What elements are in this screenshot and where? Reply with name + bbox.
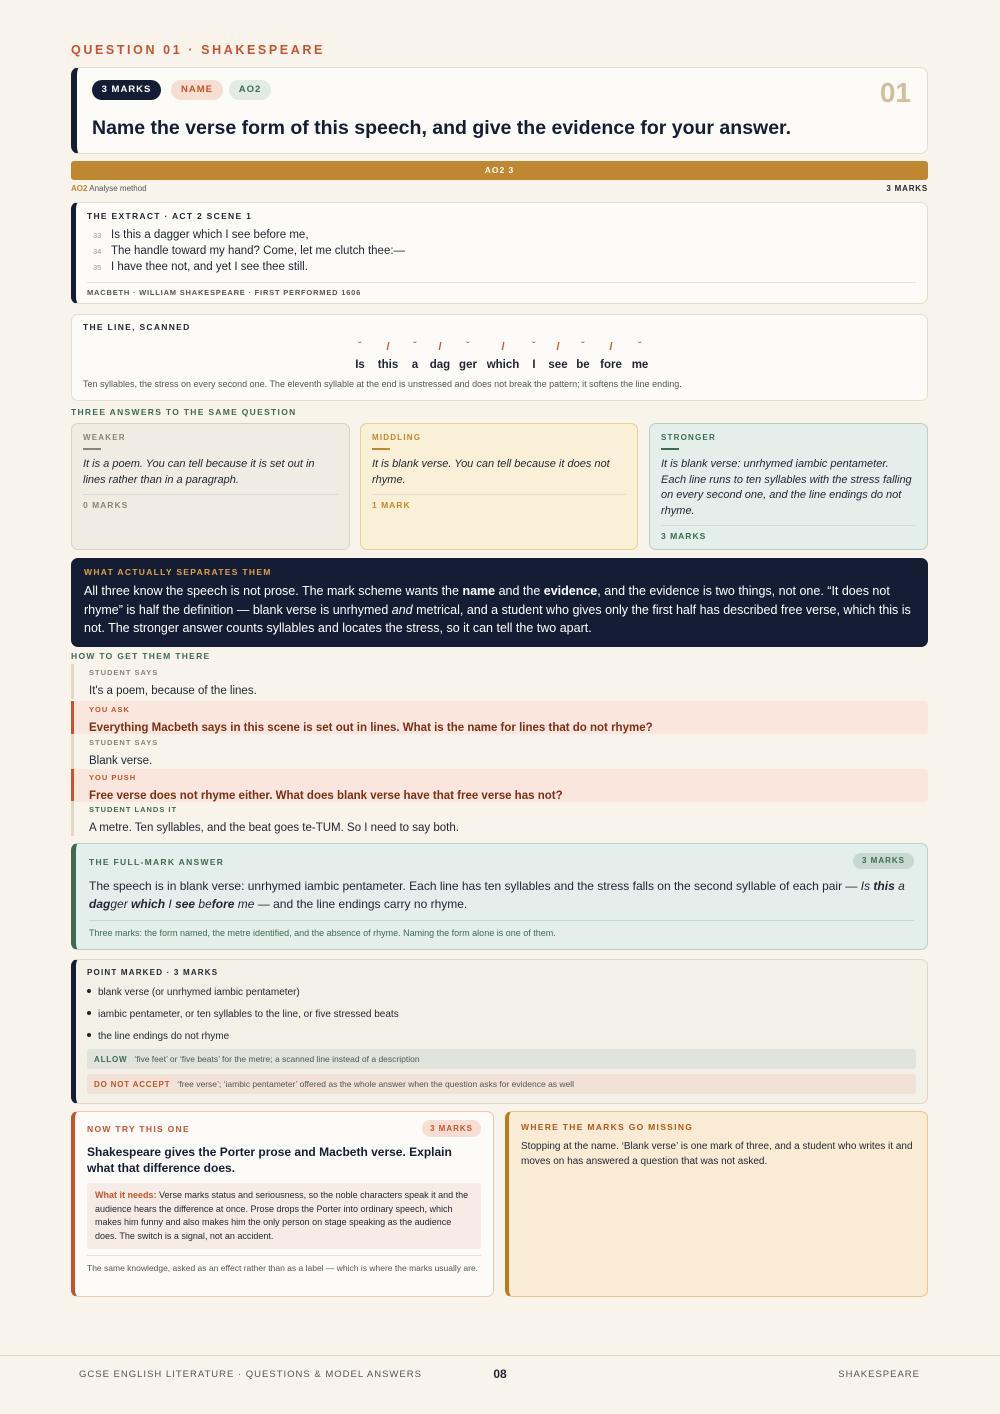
text-run: and the: [495, 584, 544, 598]
speaker: YOU PUSH: [89, 773, 137, 782]
answers-heading: THREE ANSWERS TO THE SAME QUESTION: [71, 407, 297, 417]
marks-pill: 3 MARKS: [92, 80, 161, 100]
dialogue-heading: HOW TO GET THEM THERE: [71, 651, 211, 661]
points-marked: [71, 959, 928, 1104]
line-text: The handle toward my hand? Come, let me clutch thee:—: [111, 245, 406, 257]
unstressed-syllable: ger: [110, 897, 132, 911]
needs-text: Verse marks status and seriousness, so the noble characters speak it and the audience hears the difference at once. Prose drops the Porter into ordinary speech, which makes him funny and also makes him the only person on stage speaking as the audience does. The switch is a signal, not an accident.: [95, 1190, 469, 1241]
try-note: The same knowledge, asked as an effect rather than as a label — which is where the marks usually are.: [87, 1263, 479, 1273]
separates-body: [84, 582, 914, 638]
speaker: YOU ASK: [89, 705, 130, 714]
answer-marks: 0 MARKS: [83, 500, 129, 510]
text-run: , and the evidence is two things, not one. “It does not rhyme” is half the definition — blank verse is unrhymed: [84, 584, 890, 617]
emphasis: and: [391, 602, 413, 617]
utterance: Free verse does not rhyme either. What does blank verse have that free verse has not?: [89, 790, 563, 802]
stress-mark: ˘: [532, 341, 536, 352]
question-card: [71, 67, 928, 154]
answer-tag: MIDDLING: [372, 433, 422, 442]
scan-note: Ten syllables, the stress on every second one. The eleventh syllable at the end is unstressed and does not break the pattern; it softens the line ending.: [83, 379, 682, 389]
syllable-word: Is: [355, 359, 365, 371]
footer-right: SHAKESPEARE: [838, 1369, 920, 1380]
page-footer: [0, 1355, 1000, 1414]
full-mark-body: [89, 877, 914, 913]
speaker: STUDENT SAYS: [89, 738, 159, 747]
ao-code: AO2: [71, 184, 88, 193]
do-not-accept-label: DO NOT ACCEPT: [94, 1080, 171, 1089]
scan-label: THE LINE, SCANNED: [83, 322, 191, 332]
dialogue-step: [71, 701, 928, 734]
syllable: [428, 339, 452, 371]
extract-source: MACBETH · WILLIAM SHAKESPEARE · FIRST PERFORMED 1606: [87, 288, 362, 297]
separates-tag: WHAT ACTUALLY SEPARATES THEM: [84, 567, 272, 577]
utterance: Everything Macbeth says in this scene is set out in lines. What is the name for lines that do not rhyme?: [89, 722, 653, 734]
syllable-word: a: [411, 359, 419, 371]
syllable: [376, 339, 400, 371]
utterance: A metre. Ten syllables, and the beat goes te-TUM. So I need to say both.: [89, 822, 459, 834]
syllable-word: fore: [600, 359, 622, 371]
syllable-word: see: [548, 359, 568, 371]
syllable: [628, 339, 652, 371]
dialogue-step: [71, 734, 928, 769]
line-text: I have thee not, and yet I see thee still.: [111, 261, 308, 273]
dialogue-step: [71, 769, 928, 802]
extract-card: [71, 202, 928, 304]
answer-text: It is blank verse. You can tell because it does not rhyme.: [372, 458, 610, 486]
allow-label: ALLOW: [94, 1055, 128, 1064]
line-number: 35: [93, 263, 102, 272]
stressed-syllable: which: [131, 897, 166, 911]
text-run: All three know the speech is not prose. The mark scheme wants the: [84, 584, 463, 598]
footer-left: GCSE ENGLISH LITERATURE · QUESTIONS & MODEL ANSWERS: [79, 1369, 422, 1380]
question-text: Name the verse form of this speech, and give the evidence for your answer.: [92, 117, 791, 139]
try-question: Shakespeare gives the Porter prose and Macbeth verse. Explain what that difference does.: [87, 1145, 452, 1175]
syllable: [485, 339, 521, 371]
try-tag: NOW TRY THIS ONE: [87, 1124, 190, 1134]
unstressed-syllable: me: [234, 897, 255, 911]
speaker: STUDENT SAYS: [89, 668, 159, 677]
answer-marks: 3 MARKS: [661, 531, 707, 541]
stress-mark: ˘: [413, 341, 417, 352]
stress-mark: ˘: [466, 341, 470, 352]
divider: [372, 494, 626, 495]
stress-mark: /: [609, 341, 613, 353]
extract-line: [93, 261, 308, 273]
syllable: [527, 339, 541, 371]
scan-card: [71, 314, 928, 401]
line-text: Is this a dagger which I see before me,: [111, 229, 309, 241]
full-mark-answer: [71, 843, 928, 950]
unstressed-syllable: I: [165, 897, 176, 911]
answer-weaker: [71, 423, 350, 550]
syllable-word: I: [532, 359, 536, 371]
dialogue-step: [71, 801, 928, 836]
stress-mark: /: [438, 341, 442, 353]
extract-line: [93, 229, 309, 241]
syllable-word: be: [576, 359, 590, 371]
mark-point: the line endings do not rhyme: [87, 1031, 229, 1042]
stress-mark: ˘: [638, 341, 642, 352]
speaker: STUDENT LANDS IT: [89, 805, 178, 814]
unstressed-syllable: a: [894, 879, 905, 893]
utterance: Blank verse.: [89, 755, 153, 767]
unstressed-syllable: be: [195, 897, 212, 911]
line-number: 34: [93, 247, 102, 256]
ao-desc: Analyse method: [89, 184, 147, 193]
what-it-needs: [87, 1183, 481, 1249]
marks-badge: 3 MARKS: [853, 853, 914, 869]
separates-panel: [71, 558, 928, 647]
dialogue-step: [71, 664, 928, 699]
do-not-accept-row: [87, 1074, 916, 1094]
stress-mark: ˘: [358, 341, 362, 352]
divider: [87, 1255, 481, 1256]
syllable-word: ger: [459, 359, 477, 371]
stress-mark: /: [386, 341, 390, 353]
stress-mark: /: [501, 341, 505, 353]
marks-badge: 3 MARKS: [422, 1120, 481, 1137]
divider: [372, 448, 390, 450]
divider: [87, 282, 916, 283]
divider: [661, 448, 679, 450]
try-this-card: [71, 1111, 494, 1297]
stress-mark: /: [556, 341, 560, 353]
answer-stronger: [649, 423, 928, 550]
syllable: [352, 339, 368, 371]
syllable: [597, 339, 625, 371]
mark-point: iambic pentameter, or ten syllables to the line, or five stressed beats: [87, 1009, 399, 1020]
needs-label: What it needs:: [95, 1190, 157, 1200]
line-number: 33: [93, 231, 102, 240]
full-mark-tag: THE FULL-MARK ANSWER: [89, 857, 225, 867]
extract-label: THE EXTRACT · ACT 2 SCENE 1: [87, 211, 253, 221]
syllable-word: this: [377, 359, 399, 371]
syllable: [572, 339, 594, 371]
mark-point: blank verse (or unrhymed iambic pentameter): [87, 987, 300, 998]
text-run: — and the line endings carry no rhyme.: [254, 897, 468, 911]
stressed-syllable: this: [873, 879, 895, 893]
points-tag: POINT MARKED · 3 MARKS: [87, 968, 219, 977]
question-number: 01: [879, 77, 911, 108]
full-mark-note: Three marks: the form named, the metre identified, and the absence of rhyme. Naming the form alone is one of them.: [89, 928, 556, 938]
section-kicker: QUESTION 01 · SHAKESPEARE: [71, 43, 325, 57]
stressed-syllable: see: [175, 897, 196, 911]
divider: [89, 920, 914, 921]
allow-text: ‘five feet’ or ‘five beats’ for the metre; a scanned line instead of a description: [134, 1054, 420, 1064]
answer-middling: [360, 423, 638, 550]
missing-text: Stopping at the name. ‘Blank verse’ is one mark of three, and a student who writes it and moves on has answered a question that was not asked.: [521, 1141, 913, 1167]
ao-total: 3 MARKS: [886, 184, 928, 193]
ao-legend: [71, 184, 147, 193]
stress-mark: ˘: [581, 341, 585, 352]
divider: [661, 525, 916, 526]
answer-text: It is a poem. You can tell because it is set out in lines rather than in a paragraph.: [83, 458, 315, 486]
ao-bar: AO2 3: [71, 161, 928, 180]
syllable: [408, 339, 422, 371]
answer-marks: 1 MARK: [372, 500, 411, 510]
type-pill: NAME: [171, 80, 223, 100]
do-not-accept-text: ‘free verse’; ‘iambic pentameter’ offered as the whole answer when the question asks for evidence as well: [177, 1079, 575, 1089]
answer-tag: STRONGER: [661, 433, 716, 442]
syllable-word: me: [631, 359, 649, 371]
stressed-syllable: fore: [211, 897, 235, 911]
emphasis: evidence: [543, 584, 598, 598]
answer-tag: WEAKER: [83, 433, 126, 442]
extract-line: [93, 245, 405, 257]
syllable: [456, 339, 480, 371]
divider: [83, 494, 338, 495]
page-number: 08: [493, 1367, 507, 1381]
syllable: [546, 339, 570, 371]
text-run: metrical, and a student who gives only the first half has described free verse, which this is not. The stronger answer counts syllables and locates the stress, so it can tell the two apart.: [84, 602, 911, 635]
divider: [83, 448, 101, 450]
unstressed-syllable: Is: [860, 879, 874, 893]
text-run: The speech is in blank verse: unrhymed iambic pentameter. Each line has ten syllables and the stress falls on the second syllable of each pair —: [89, 879, 861, 893]
answer-text: It is blank verse: unrhymed iambic pentameter. Each line runs to ten syllables with the stress falling on every second one, and the line endings do not rhyme.: [661, 458, 912, 517]
marks-missing-card: [505, 1111, 928, 1297]
syllable-word: which: [486, 359, 520, 371]
ao-pill: AO2: [229, 80, 271, 100]
emphasis: name: [462, 584, 496, 598]
allow-row: [87, 1049, 916, 1069]
syllable-word: dag: [429, 359, 451, 371]
utterance: It's a poem, because of the lines.: [89, 685, 257, 697]
missing-tag: WHERE THE MARKS GO MISSING: [521, 1122, 694, 1132]
stressed-syllable: dag: [89, 897, 111, 911]
